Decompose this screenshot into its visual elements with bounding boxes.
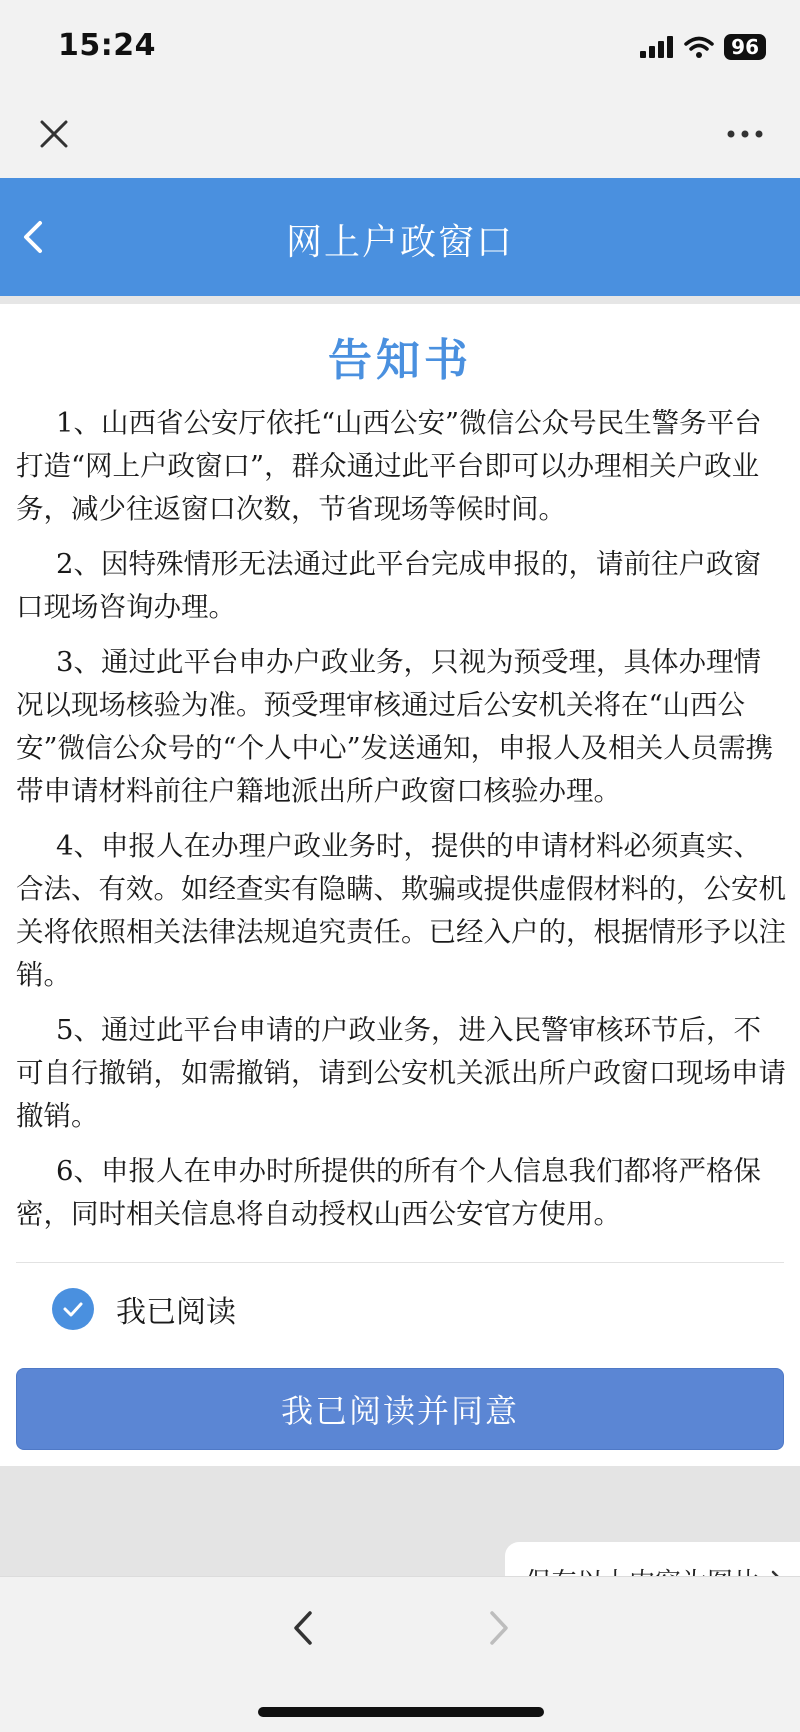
- status-bar: [0, 0, 800, 96]
- close-icon: [36, 116, 72, 152]
- nav-forward-button[interactable]: [478, 1603, 518, 1653]
- status-time: 15:24: [58, 28, 156, 63]
- notice-content: [0, 304, 800, 1466]
- nav-back-icon: [284, 1603, 324, 1653]
- notice-paragraph-5: 5、通过此平台申请的户政业务，进入民警审核环节后，不可自行撤销，如需撤销，请到公安机关派出所户政窗口现场申请撤销。: [16, 1014, 786, 1132]
- divider: [16, 1262, 784, 1263]
- notice-paragraph-4: 4、申报人在办理户政业务时，提供的申请材料必须真实、合法、有效。如经查实有隐瞒、欺骗或提供虚假材料的，公安机关将依照相关法律法规追究责任。已经入户的，根据情形予以注销。: [16, 830, 786, 991]
- check-icon: [60, 1296, 86, 1322]
- read-checkbox[interactable]: [52, 1284, 236, 1334]
- nav-forward-icon: [478, 1603, 518, 1653]
- status-icons: [640, 32, 766, 62]
- close-button[interactable]: [36, 116, 72, 152]
- more-icon: [724, 116, 766, 152]
- more-button[interactable]: [724, 116, 766, 152]
- home-indicator: [258, 1707, 544, 1717]
- browser-toolbar: [0, 1576, 800, 1732]
- nav-back-button[interactable]: [284, 1603, 324, 1653]
- notice-title: 告知书: [328, 335, 472, 386]
- notice-paragraph-1: 1、山西省公安厅依托“山西公安”微信公众号民生警务平台打造“网上户政窗口”，群众通过此平台即可以办理相关户政业务，减少往返窗口次数，节省现场等候时间。: [16, 407, 762, 525]
- read-checkbox-label: 我已阅读: [116, 1295, 236, 1330]
- notice-paragraph-3: 3、通过此平台申办户政业务，只视为预受理，具体办理情况以现场核验为准。预受理审核通过后公安机关将在“山西公安”微信公众号的“个人中心”发送通知，申报人及相关人员需携带申请材料前往户籍地派出所户政窗口核验办理。: [16, 646, 774, 807]
- checkbox-checked: [52, 1288, 94, 1330]
- app-header: [0, 178, 800, 296]
- battery-level: 96: [724, 34, 766, 60]
- notice-body: [16, 402, 786, 1248]
- agree-button[interactable]: 我已阅读并同意: [16, 1368, 784, 1450]
- cellular-signal-icon: [640, 36, 674, 58]
- wifi-icon: [684, 36, 714, 58]
- notice-paragraph-2: 2、因特殊情形无法通过此平台完成申报的，请前往户政窗口现场咨询办理。: [16, 548, 761, 623]
- notice-paragraph-6: 6、申报人在申办时所提供的所有个人信息我们都将严格保密，同时相关信息将自动授权山西公安官方使用。: [16, 1155, 761, 1230]
- page-title: 网上户政窗口: [285, 222, 514, 263]
- browser-bar: [0, 96, 800, 178]
